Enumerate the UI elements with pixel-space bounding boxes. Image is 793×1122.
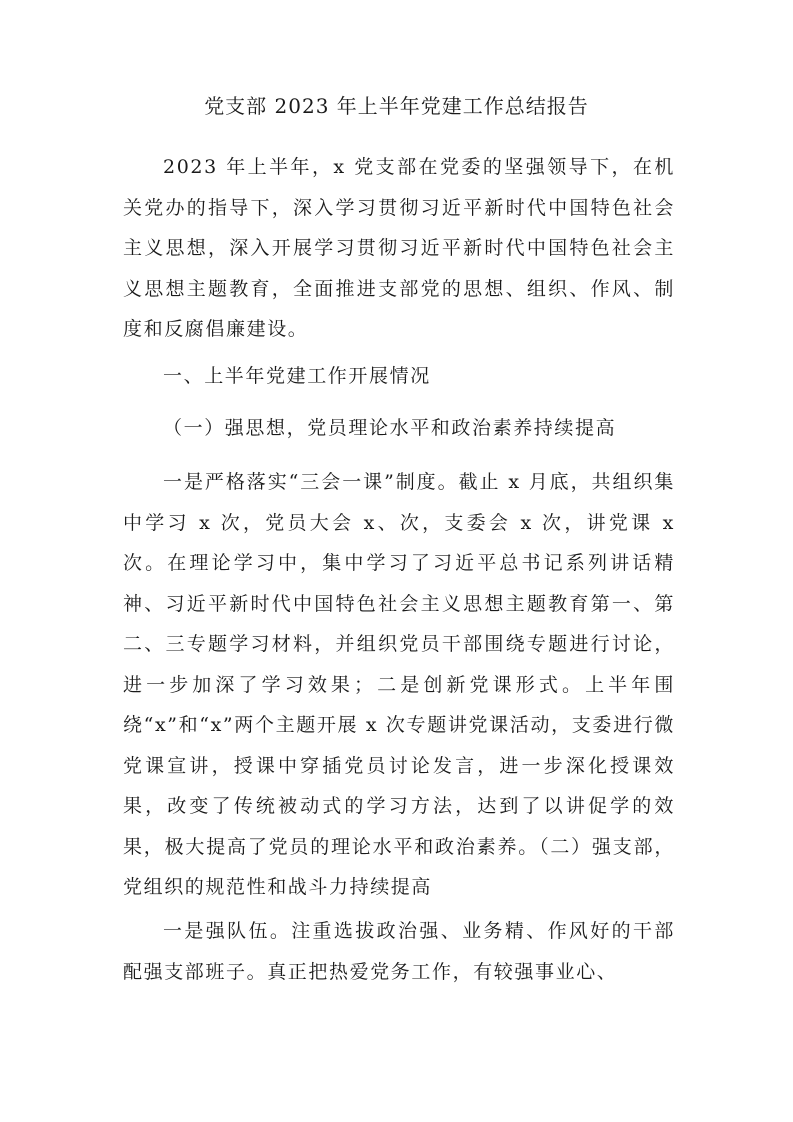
subsection-heading-1: （一）强思想，党员理论水平和政治素养持续提高	[163, 417, 617, 439]
subsection-2-paragraph: 一是强队伍。注重选拔政治强、业务精、作风好的干部配强支部班子。真正把热爱党务工作，有较强事业心、	[123, 920, 675, 983]
document-title: 党支部 2023 年上半年党建工作总结报告	[204, 94, 589, 118]
section-heading-1: 一、上半年党建工作开展情况	[163, 365, 431, 387]
subsection-1-paragraph: 一是严格落实“三会一课”制度。截止 x 月底，共组织集中学习 x 次，党员大会 x、次，支委会 x 次，讲党课 x 次。在理论学习中，集中学习了习近平总书记系列讲话精神、习近平新时代中国特色社会主义思想主题教育第一、第二、三专题学习材料，并组织党员干部围绕专题进行讨论，进一步加深了学习效果；二是创新党课形式。上半年围绕“x”和“x”两个主题开展 x 次专题讲党课活动，支委进行微党课宣讲，授课中穿插党员讨论发言，进一步深化授课效果，改变了传统被动式的学习方法，达到了以讲促学的效果，极大提高了党员的理论水平和政治素养。（二）强支部，党组织的规范性和战斗力持续提高	[123, 471, 675, 898]
intro-paragraph: 2023 年上半年，x 党支部在党委的坚强领导下，在机关党办的指导下，深入学习贯彻习近平新时代中国特色社会主义思想，深入开展学习贯彻习近平新时代中国特色社会主义思想主题教育，全面推进支部党的思想、组织、作风、制度和反腐倡廉建设。	[123, 156, 675, 340]
